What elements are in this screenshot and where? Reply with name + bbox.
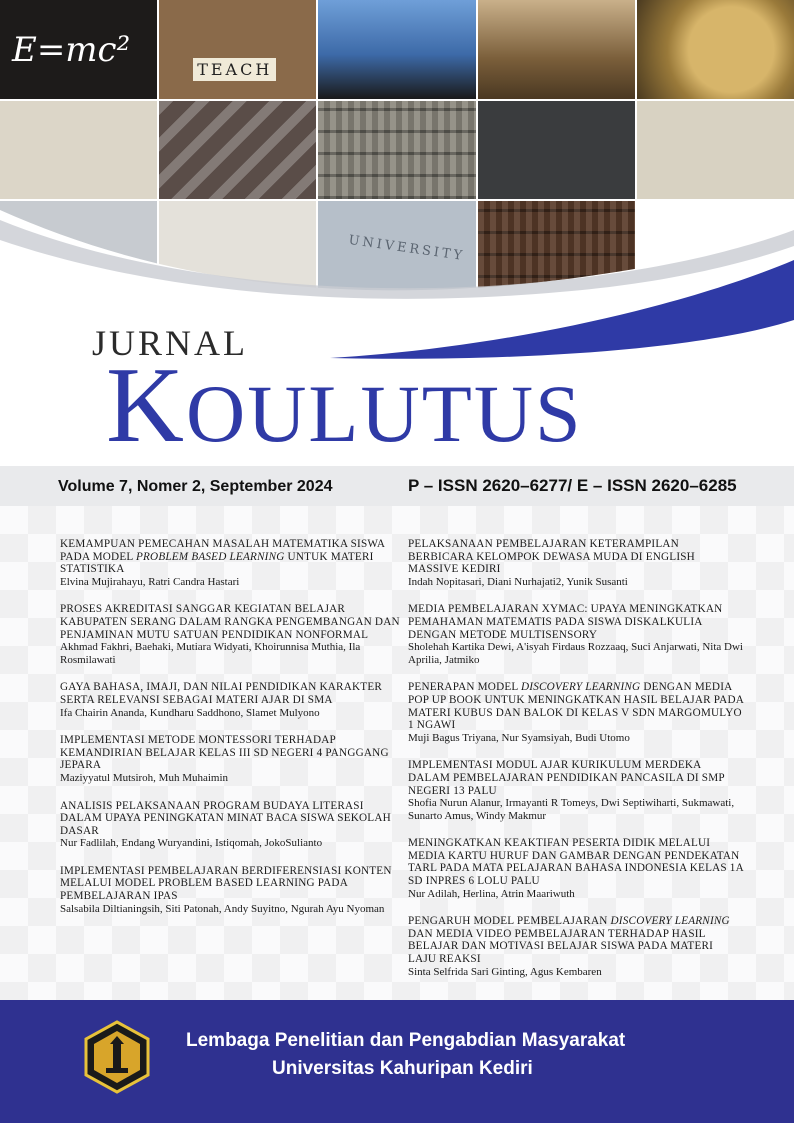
- issn-numbers: P – ISSN 2620–6277/ E – ISSN 2620–6285: [408, 476, 737, 495]
- article-entry: [408, 681, 744, 744]
- article-authors: Elvina Mujirahayu, Ratri Candra Hastari: [60, 575, 240, 588]
- article-entry: [408, 837, 744, 900]
- articles-right-column: [408, 538, 744, 993]
- article-entry: [60, 865, 400, 915]
- article-entry: [60, 538, 400, 588]
- article-authors: Salsabila Diltianingsih, Siti Patonah, Andy Suyitno, Ngurah Ayu Nyoman: [60, 902, 385, 915]
- library-hall-tile: [478, 0, 635, 99]
- article-title: IMPLEMENTASI MODUL AJAR KURIKULUM MERDEKA DALAM PEMBELAJARAN PENDIDIKAN PANCASILA DI SMP NEGERI 13 PALU: [408, 759, 725, 797]
- emc2-chalk-tile: [0, 0, 157, 99]
- article-authors: Maziyyatul Mutsiroh, Muh Muhaimin: [60, 771, 229, 784]
- university-name: Universitas Kahuripan Kediri: [272, 1058, 533, 1079]
- teach-books-tile-caption: TEACH: [193, 58, 276, 81]
- journal-label: JURNAL: [92, 323, 249, 363]
- article-entry: [408, 915, 744, 978]
- graduation-caps-tile: [318, 0, 475, 99]
- article-title: PENERAPAN MODEL DISCOVERY LEARNING DENGAN MEDIA POP UP BOOK UNTUK MENINGKATKAN HASIL BELAJAR PADA MATERI KUBUS DAN BALOK DI KELAS V SDN MARGOMULYO 1 NGAWI: [408, 681, 744, 732]
- article-authors: Shofia Nurun Alanur, Irmayanti R Tomeys, Dwi Septiwiharti, Sukmawati, Sunarto Amus, Windy Makmur: [408, 797, 735, 822]
- article-title: PROSES AKREDITASI SANGGAR KEGIATAN BELAJAR KABUPATEN SERANG DALAM RANGKA PENGEMBANGAN DAN PENJAMINAN MUTU SATUAN PENDIDIKAN NONFORMAL: [60, 603, 400, 641]
- journal-title: [106, 346, 583, 468]
- article-authors: Muji Bagus Triyana, Nur Syamsiyah, Budi Utomo: [408, 731, 630, 744]
- article-authors: Sholehah Kartika Dewi, A'isyah Firdaus Rozzaaq, Suci Anjarwati, Nita Dwi Aprilia, Jatmiko: [408, 641, 743, 666]
- teach-books-tile: [159, 0, 316, 99]
- article-title: MENINGKATKAN KEAKTIFAN PESERTA DIDIK MELALUI MEDIA KARTU HURUF DAN GAMBAR DENGAN PENDEKATAN TARL PADA MATA PELAJARAN BAHASA INDONESIA KELAS 1A SD INPRES 6 LOLU PALU: [408, 837, 744, 888]
- article-title: PENGARUH MODEL PEMBELAJARAN DISCOVERY LEARNING DAN MEDIA VIDEO PEMBELAJARAN TERHADAP HASIL BELAJAR DAN MOTIVASI BELAJAR SISWA PADA MATERI LAJU REAKSI: [408, 915, 730, 966]
- article-entry: [408, 603, 744, 666]
- article-title: KEMAMPUAN PEMECAHAN MASALAH MATEMATIKA SISWA PADA MODEL PROBLEM BASED LEARNING UNTUK MATERI STATISTIKA: [60, 538, 385, 576]
- article-entry: [60, 681, 400, 719]
- article-entry: [408, 538, 744, 588]
- article-entry: [408, 759, 744, 822]
- university-building-tile-caption: UNIVERSITY: [347, 233, 467, 265]
- article-title: IMPLEMENTASI METODE MONTESSORI TERHADAP KEMANDIRIAN BELAJAR KELAS III SD NEGERI 4 PANGGANG JEPARA: [60, 734, 389, 772]
- journal-title-rest: OULUTUS: [186, 368, 583, 459]
- article-authors: Sinta Selfrida Sari Ginting, Agus Kembaren: [408, 965, 602, 978]
- article-authors: Ifa Chairin Ananda, Kundharu Saddhono, Slamet Mulyono: [60, 706, 320, 719]
- article-authors: Akhmad Fakhri, Baehaki, Mutiara Widyati, Khoirunnisa Muthia, Ila Rosmilawati: [60, 641, 361, 666]
- journal-title-initial: K: [106, 346, 186, 465]
- article-title: GAYA BAHASA, IMAJI, DAN NILAI PENDIDIKAN KARAKTER SERTA RELEVANSI SEBAGAI MATERI AJAR DI SMA: [60, 681, 383, 706]
- article-title: MEDIA PEMBELAJARAN XYMAC: UPAYA MENINGKATKAN PEMAHAMAN MATEMATIS PADA SISWA DISKALKULIA DENGAN METODE MULTISENSORY: [408, 603, 723, 641]
- article-title: IMPLEMENTASI PEMBELAJARAN BERDIFERENSIASI KONTEN MELALUI MODEL PROBLEM BASED LEARNING PADA PEMBELAJARAN IPAS: [60, 864, 392, 903]
- article-authors: Indah Nopitasari, Diani Nurhajati2, Yunik Susanti: [408, 575, 628, 588]
- emc2-chalk-tile-caption: E=mc²: [12, 30, 131, 70]
- article-entry: [60, 603, 400, 666]
- article-authors: Nur Adilah, Herlina, Atrin Maariwuth: [408, 887, 575, 900]
- article-title: ANALISIS PELAKSANAAN PROGRAM BUDAYA LITERASI DALAM UPAYA PENINGKATAN MINAT BACA SISWA SEKOLAH DASAR: [60, 799, 391, 837]
- globe-tile: [637, 0, 794, 99]
- university-seal-icon: [80, 1020, 154, 1094]
- article-entry: [60, 734, 400, 784]
- publisher-name: Lembaga Penelitian dan Pengabdian Masyarakat: [186, 1030, 626, 1051]
- article-title: PELAKSANAAN PEMBELAJARAN KETERAMPILAN BERBICARA KELOMPOK DEWASA MUDA DI ENGLISH MASSIVE KEDIRI: [408, 538, 695, 576]
- articles-left-column: [60, 538, 400, 930]
- article-entry: [60, 800, 400, 850]
- article-authors: Nur Fadlilah, Endang Wuryandini, Istiqomah, JokoSulianto: [60, 837, 323, 850]
- volume-issue: Volume 7, Nomer 2, September 2024: [58, 478, 333, 495]
